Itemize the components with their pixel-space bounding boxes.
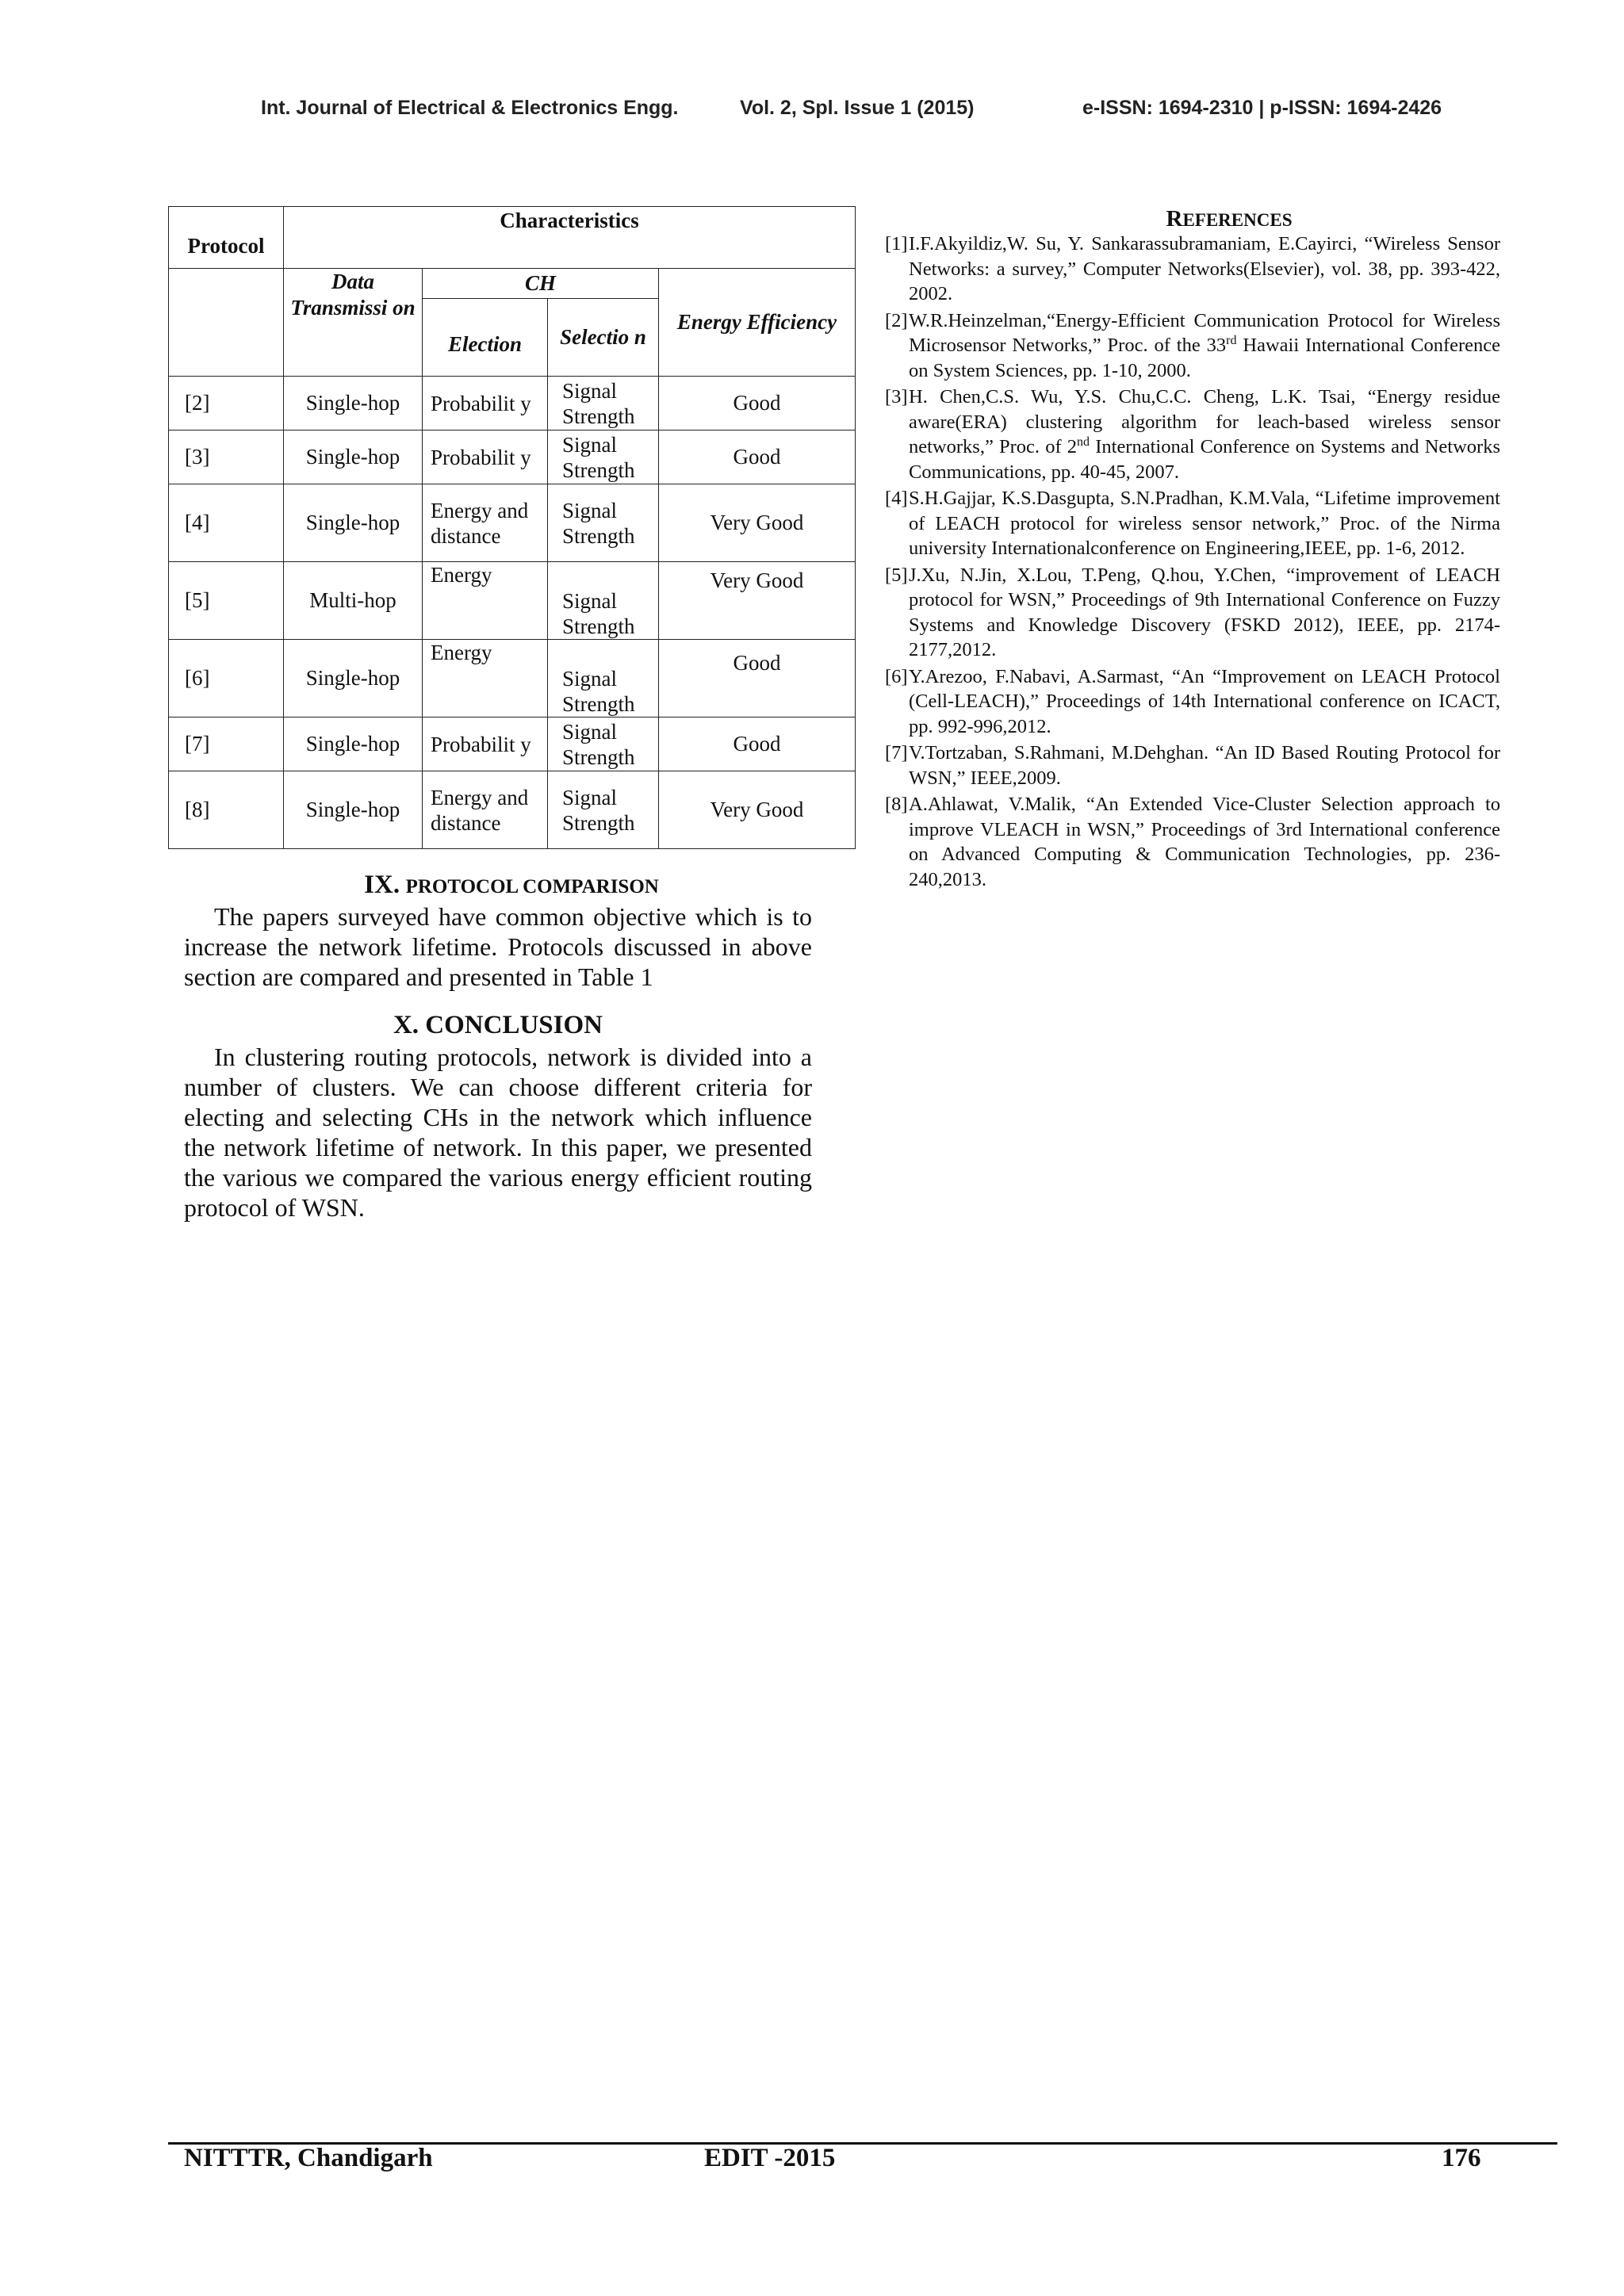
reference-text: Y.Arezoo, F.Nabavi, A.Sarmast, “An “Improvement on LEACH Protocol (Cell-LEACH),” Proceedings of 14th International conference on ICACT, pp. 992-996,2012. xyxy=(909,665,1500,737)
election-header: Election xyxy=(423,299,548,377)
transmission-cell: Multi-hop xyxy=(284,562,423,640)
protocol-comparison-table xyxy=(168,206,856,849)
references-heading: REFERENCES xyxy=(1166,206,1293,232)
reference-number: [5] xyxy=(885,564,908,586)
efficiency-cell: Good xyxy=(659,640,856,718)
election-cell: Energy xyxy=(423,640,548,718)
reference-item xyxy=(885,563,1500,663)
section-ix-number: IX. xyxy=(364,871,400,899)
protocol-cell: [5] xyxy=(169,562,284,640)
table-row xyxy=(169,562,856,640)
table-row xyxy=(169,430,856,484)
reference-item xyxy=(885,232,1500,307)
reference-text-cont: Hawaii International Conference on System Sciences, pp. 1-10, 2000. xyxy=(909,335,1501,381)
protocol-cell: [3] xyxy=(169,430,284,484)
reference-superscript: rd xyxy=(1226,333,1237,347)
reference-text: W.R.Heinzelman,“Energy-Efficient Communication Protocol for Wireless Microsensor Networks,” Proc. of the 33 xyxy=(909,309,1500,356)
transmission-cell: Single-hop xyxy=(284,771,423,849)
election-cell: Probabilit y xyxy=(423,718,548,771)
election-cell: Energy and distance xyxy=(423,771,548,849)
reference-number: [4] xyxy=(885,488,908,509)
reference-item xyxy=(885,792,1500,892)
protocol-column-header: Protocol xyxy=(169,207,284,269)
reference-number: [1] xyxy=(885,233,908,254)
page-number: 176 xyxy=(1442,2144,1481,2172)
journal-title: Int. Journal of Electrical & Electronics Engg. xyxy=(261,97,679,119)
election-cell: Energy and distance xyxy=(423,484,548,562)
selection-cell: Signal Strength xyxy=(548,484,659,562)
transmission-cell: Single-hop xyxy=(284,718,423,771)
efficiency-cell: Good xyxy=(659,377,856,430)
references-list xyxy=(885,232,1500,894)
efficiency-cell: Good xyxy=(659,430,856,484)
protocol-cell: [4] xyxy=(169,484,284,562)
reference-number: [6] xyxy=(885,665,908,687)
transmission-cell: Single-hop xyxy=(284,640,423,718)
journal-volume: Vol. 2, Spl. Issue 1 (2015) xyxy=(740,97,975,119)
reference-number: [8] xyxy=(885,794,908,815)
section-ix-title: PROTOCOL COMPARISON xyxy=(405,876,659,897)
section-x-heading: X. CONCLUSION xyxy=(393,1011,603,1039)
selection-cell: Signal Strength xyxy=(548,771,659,849)
reference-text: S.H.Gajjar, K.S.Dasgupta, S.N.Pradhan, K.M.Vala, “Lifetime improvement of LEACH protocol for wireless sensor network,” Proc. of the Nirma university Internationalconference on Engineering,IEEE, pp. 1-6, 2012. xyxy=(909,488,1500,559)
protocol-cell: [7] xyxy=(169,718,284,771)
election-cell: Probabilit y xyxy=(423,377,548,430)
selection-cell: Signal Strength xyxy=(548,640,659,718)
footer-event: EDIT -2015 xyxy=(704,2144,836,2172)
section-ix-body xyxy=(184,901,812,992)
protocol-cell: [2] xyxy=(169,377,284,430)
footer-institution: NITTTR, Chandigarh xyxy=(184,2144,433,2172)
reference-text: A.Ahlawat, V.Malik, “An Extended Vice-Cluster Selection approach to improve VLEACH in WSN,” Proceedings of 3rd International conference on Advanced Computing & Communication Technologies, pp. 236-240,2013. xyxy=(909,794,1500,890)
reference-item xyxy=(885,664,1500,740)
section-x-body xyxy=(184,1042,812,1223)
table-row xyxy=(169,771,856,849)
reference-superscript: nd xyxy=(1077,434,1090,449)
reference-item xyxy=(885,740,1500,790)
reference-text: I.F.Akyildiz,W. Su, Y. Sankarassubramaniam, E.Cayirci, “Wireless Sensor Networks: a survey,” Computer Networks(Elsevier), vol. 38, pp. 393-422, 2002. xyxy=(909,233,1500,304)
selection-cell: Signal Strength xyxy=(548,430,659,484)
energy-efficiency-header: Energy Efficiency xyxy=(659,269,856,377)
selection-cell: Signal Strength xyxy=(548,562,659,640)
table-row xyxy=(169,377,856,430)
reference-item xyxy=(885,486,1500,561)
characteristics-header: Characteristics xyxy=(284,207,856,269)
table-row xyxy=(169,640,856,718)
table-row xyxy=(169,718,856,771)
transmission-cell: Single-hop xyxy=(284,377,423,430)
efficiency-cell: Very Good xyxy=(659,484,856,562)
efficiency-cell: Very Good xyxy=(659,771,856,849)
reference-number: [2] xyxy=(885,309,908,331)
efficiency-cell: Very Good xyxy=(659,562,856,640)
references-heading-rest: EFERENCES xyxy=(1182,210,1293,230)
selection-cell: Signal Strength xyxy=(548,718,659,771)
reference-item xyxy=(885,308,1500,384)
section-x-paragraph: In clustering routing protocols, network is divided into a number of clusters. We can choose different criteria for electing and selecting CHs in the network which influence the network lifetime of network. In this paper, we presented the various we compared the various energy efficient routing protocol of WSN. xyxy=(184,1043,812,1222)
transmission-cell: Single-hop xyxy=(284,430,423,484)
protocol-cell: [6] xyxy=(169,640,284,718)
ch-header: CH xyxy=(423,269,659,299)
reference-text: H. Chen,C.S. Wu, Y.S. Chu,C.C. Cheng, L.K. Tsai, “Energy residue aware(ERA) clustering algorithm for leach-based wireless sensor networks,” Proc. of 2 xyxy=(909,386,1500,457)
reference-text: V.Tortzaban, S.Rahmani, M.Dehghan. “An ID Based Routing Protocol for WSN,” IEEE,2009. xyxy=(909,742,1500,789)
reference-number: [3] xyxy=(885,386,908,408)
selection-header: Selectio n xyxy=(548,299,659,377)
section-ix-heading xyxy=(168,871,855,900)
reference-number: [7] xyxy=(885,742,908,763)
protocol-cell: [8] xyxy=(169,771,284,849)
reference-item xyxy=(885,385,1500,484)
selection-cell: Signal Strength xyxy=(548,377,659,430)
efficiency-cell: Good xyxy=(659,718,856,771)
empty-header-cell xyxy=(169,269,284,377)
election-cell: Probabilit y xyxy=(423,430,548,484)
table-row xyxy=(169,484,856,562)
election-cell: Energy xyxy=(423,562,548,640)
transmission-cell: Single-hop xyxy=(284,484,423,562)
reference-text: J.Xu, N.Jin, X.Lou, T.Peng, Q.hou, Y.Chen, “improvement of LEACH protocol for WSN,” Proceedings of 9th International Conference on Fuzzy Systems and Knowledge Discovery (FSKD 2012), IEEE, pp. 2174-2177,2012. xyxy=(909,564,1500,660)
section-ix-paragraph: The papers surveyed have common objective which is to increase the network lifetime. Protocols discussed in above section are compared and presented in Table 1 xyxy=(184,902,812,991)
journal-issn: e-ISSN: 1694-2310 | p-ISSN: 1694-2426 xyxy=(1082,97,1442,119)
data-transmission-header: Data Transmissi on xyxy=(284,269,423,377)
reference-text-cont: International Conference on Systems and Networks Communications, pp. 40-45, 2007. xyxy=(909,436,1500,483)
